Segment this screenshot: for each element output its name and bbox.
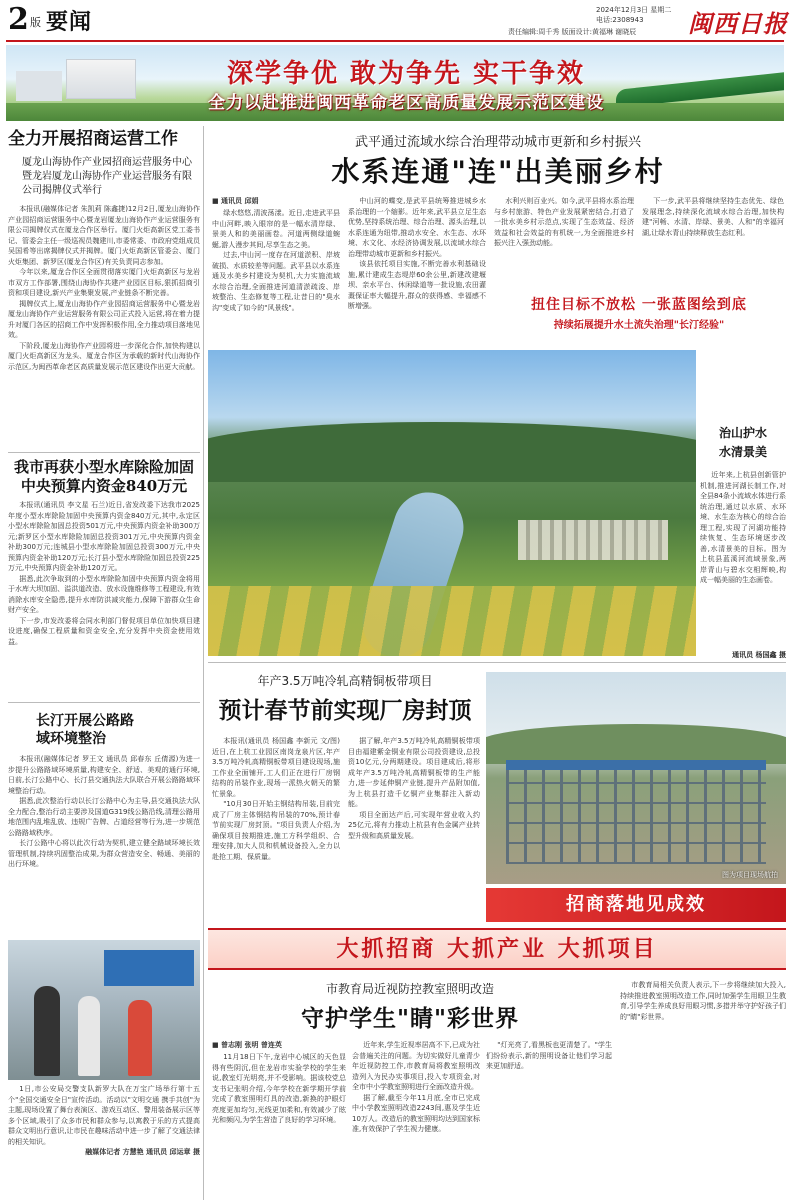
school-col-2: 近年来,学生近视率居高不下,已成为社会普遍关注的问题。为切实做好儿童青少年近视防控工作,市教育局将教室照明改造列入为民办实事项目,投入专项资金,对全市中小学教室照明进行全面改造升级。 据了解,截至今年11月底,全市已完成中小学教室照明改造2243间,惠及学生近10万人。改造后的教室照明均达到国家标准,有效保护了学生视力健康。 <box>352 1041 480 1133</box>
school-col-4: 市教育局相关负责人表示,下一步将继续加大投入,持续推进教室照明改造工作,同时加强学生用眼卫生教育,引导学生养成良好用眼习惯,多措并举守护好孩子们的"睛"彩世界。 <box>620 981 786 1021</box>
divider <box>8 452 200 453</box>
article-body: 本报讯(融媒体记者 罗王文 通讯员 邱春东 丘倩源)为进一步提升公路路域环境质量,构建安全、舒适、美观的通行环境,日前,长汀公路中心、长汀县交通执法大队联合开展公路路域环境整治行动。 据悉,此次整治行动以长汀公路中心为主导,县交通执法大队全力配合,整治行动主要涉及国道G319线公路沿线,清理公路用地范围内乱堆乱放、违规广告牌、占道经营等行为,进一步规范公路路域秩序。 长汀公路中心将以此次行动为契机,建立健全路域环境长效管理机制,持续巩固整治成果,为群众营造安全、畅通、美丽的出行环境。 <box>8 755 200 868</box>
top-banner <box>6 45 784 121</box>
photo-person-2 <box>78 996 100 1076</box>
photo-credit: 融媒体记者 方慧艳 通讯员 邱运章 摄 <box>85 1148 200 1156</box>
photo-fields <box>208 586 696 656</box>
feature-credit: 通讯员 杨国鑫 摄 <box>732 651 786 659</box>
water-col-1: 绿水悠悠,清波荡漾。近日,走进武平县中山河畔,映入眼帘的是一幅水清岸绿、景美人和的美丽画卷。河道两侧绿道蜿蜒,游人漫步其间,尽享生态之美。 过去,中山河一度存在河道淤积、岸坡破损、水质较差等问题。武平县以水系连通及水美乡村建设为契机,大力实施流域水综合治理,全面推进河道清淤疏浚、岸坡整治、生态修复等工程,让昔日的"臭水沟"变成了如今的"风景线"。 <box>212 209 340 312</box>
banner-line2: 全力以赴推进闽西革命老区高质量发展示范区建设 <box>208 93 604 113</box>
page-header <box>0 0 790 42</box>
feature-title-1: 治山护水 <box>718 426 767 440</box>
slogan-main: 扭住目标不放松 一张蓝图绘到底 <box>531 297 747 313</box>
masthead-logo: 闽西日报 <box>688 9 788 38</box>
article-body: 本报讯(融媒体记者 朱凯莉 陈鑫捷)12月2日,厦龙山海协作产业园招商运营服务中心暨龙岩厦龙山海协作产业运营服务有限公司揭牌仪式在厦龙合作区举行。厦门火炬高新区党工委书记、管委会主任一级巡视员魏建川,市委常委、市政府党组成员吴国希等出席揭牌仪式并揭牌。厦门火炬高新区管委会、厦门火炬集团、新罗区(厦龙合作区)有关负责同志参加。 今年以来,厦龙合作区全面贯彻落实厦门火炬高新区与龙岩市双方工作部署,围绕山海协作共建产业园区目标,狠抓招商引资和项目建设,新兴产业集聚发展,产业链条不断完善。 揭牌仪式上,厦龙山海协作产业园招商运营服务中心暨龙岩厦龙山海协作产业运营服务有限公司正式投入运营,将在着力提升对厦门各区的招商工作中发挥积极作用,全力推动项目落地见效。 下阶段,厦龙山海协作产业园将进一步深化合作,加快构建以厦门火炬高新区为龙头、厦龙合作区为承载的新时代山海协作示范区,为闽西革命老区高质量发展示范区建设作出更大贡献。 <box>8 205 200 371</box>
water-kicker: 武平通过流域水综合治理带动城市更新和乡村振兴 <box>354 135 641 150</box>
photo-hills <box>486 724 786 764</box>
project-title: 预计春节前实现厂房封顶 <box>218 697 472 724</box>
article-subtitle: 厦龙山海协作产业园招商运营服务中心暨龙岩厦龙山海协作产业运营服务有限公司揭牌仪式举行 <box>22 157 192 196</box>
feature-body: 近年来,上杭县创新管护机制,推进河湖长制工作,对全县84条小流域水体进行系统治理,通过以水质、水环境、水生态为核心的综合治理工程,实现了河湖功能持续恢复、生态环境逐步改善,水清景美的目标。图为上杭县蓝溪河流域景象,两岸青山与碧水交相辉映,构成一幅美丽的生态画卷。 <box>700 471 786 584</box>
photo-caption: 图为项目现场航拍 <box>722 871 778 879</box>
water-col-4: 下一步,武平县将继续坚持生态优先、绿色发展理念,持续深化流域水综合治理,加快构建"河畅、水清、岸绿、景美、人和"的幸福河湖,让绿水青山持续释放生态红利。 <box>642 197 784 237</box>
column-divider <box>203 126 204 1200</box>
photo-mountains <box>208 422 696 482</box>
water-byline: ■ 通讯员 邱娟 <box>212 197 259 205</box>
article-body: 本报讯(通讯员 李文星 石兰)近日,省发改委下达我市2025年度小型水库除险加固中央预算内资金840万元,其中,永定区小型水库除险加固总投资501万元,中央预算内资金补助300万元;新罗区小型水库除险加固总投资301万元,中央预算内资金补助300万元;连城县小型水库除险加固总投资300万元,中央预算内资金补助120万元;长汀县小型水库除险加固总投资225万元,中央预算内资金补助120万元。 据悉,此次争取到的小型水库除险加固中央预算内资金将用于水库大坝加固、溢洪道改造、放水设施维修等工程建设,有效消除水库安全隐患,提升水库防洪减灾能力,保障下游群众生命财产安全。 下一步,市发改委将会同水利部门督促项目单位加快项目建设进度,确保工程质量和资金安全,充分发挥中央资金使用效益。 <box>8 501 200 646</box>
header-rule <box>6 40 784 42</box>
traffic-photo <box>8 940 200 1080</box>
divider <box>8 702 200 703</box>
school-col-1: 11月18日下午,龙岩中心城区的天色显得有些阴沉,但在龙岩市实验学校的学生来说,教室灯光明亮,并不受影响。据该校党总支书记张明介绍,今年学校在新学期开学前完成了教室照明灯具的改造,新换的护眼灯亮度更加均匀,光线更加柔和,有效减少了眩光和频闪,为学生营造了良好的学习环境。 <box>212 1053 346 1124</box>
water-col-3: 水利兴则百业兴。如今,武平县将水系治理与乡村旅游、特色产业发展紧密结合,打造了一批水美乡村示范点,实现了生态效益、经济效益和社会效益的有机统一,为全面推进乡村振兴注入强劲动能。 <box>494 197 634 247</box>
photo-feature-box <box>700 350 786 659</box>
header-editors: 责任编辑:周千秀 版面设计:黄福琳 谢晓辰 <box>508 28 637 36</box>
banner-line1: 深学争优 敢为争先 实干争效 <box>226 59 586 89</box>
photo-roof <box>506 760 766 770</box>
photo-person-1 <box>34 986 60 1076</box>
article-title: 我市再获小型水库除险加固中央预算内资金840万元 <box>13 458 194 495</box>
school-kicker: 市教育局近视防控教室照明改造 <box>325 982 494 996</box>
article-title: 全力开展招商运营工作 <box>8 129 178 149</box>
photo-steel-frame <box>506 764 766 864</box>
project-kicker: 年产3.5万吨冷轧高精铜板带项目 <box>257 674 433 688</box>
header-date: 2024年12月3日 星期二 <box>596 6 672 14</box>
project-col-1: 本报讯(通讯员 杨国鑫 李新元 文/图)近日,在上杭工业园区南岗龙泉片区,年产3.5万吨冷轧高精铜板带项目建设现场,施工作业全面铺开,工人们正在进行厂房钢结构的吊装作业,现场一派热火朝天的繁忙景象。 "10月30日开始主钢结构吊装,目前完成了厂房主体钢结构吊装的70%,预计春节前实现厂房封顶。"项目负责人介绍,为确保项目按期推进,施工方科学组织、合理安排,加大人员和机械设备投入,全力以赴抢工期、保质量。 <box>212 737 340 861</box>
photo-person-3 <box>128 1000 152 1076</box>
banner-buildings <box>66 59 136 99</box>
slogan-sub: 持续拓展提升水土流失治理"长汀经验" <box>553 320 725 331</box>
banner-buildings-2 <box>16 71 62 101</box>
divider <box>208 662 786 663</box>
construction-photo <box>486 672 786 884</box>
campaign-banner <box>208 928 786 970</box>
article-title: 长汀开展公路路域环境整治 <box>36 713 134 747</box>
photo-village <box>518 520 668 560</box>
campaign-text: 大抓招商 大抓产业 大抓项目 <box>336 936 658 962</box>
page-number: 2 <box>8 2 29 37</box>
water-col-2: 中山河的蝶变,是武平县统筹推进城乡水系治理的一个缩影。近年来,武平县立足生态优势,坚持系统治理、综合治理、源头治理,以水系连通为纽带,推动水安全、水生态、水环境、水文化、水经济协调发展,以流域水综合治理带动城市更新和乡村振兴。 该县依托项目实施,不断完善水利基础设施,累计建成生态堤岸60余公里,新建改建堰坝、亲水平台、休闲绿道等一批设施,农田灌溉保证率大幅提升,群众的获得感、幸福感不断增强。 <box>348 197 486 310</box>
article-reservoir <box>8 458 200 700</box>
article-investment <box>8 128 200 450</box>
water-title: 水系连通"连"出美丽乡村 <box>331 155 665 188</box>
traffic-photo-caption: 1日,市公安局交警支队新罗大队在万宝广场举行第十五个"全国交通安全日"宣传活动。活动以"文明交通 携手共创"为主题,现场设置了舞台表演区、游戏互动区、警用装备展示区等多个区域,吸引了众多市民和群众参与,以寓教于乐的方式提高群众文明出行意识,让市民在趣味活动中进一步了解了交通法律的相关知识。 融媒体记者 方慧艳 通讯员 邱运章 摄 <box>8 1085 200 1156</box>
feature-title-2: 水清景美 <box>718 445 767 459</box>
project-slogan-box <box>486 888 786 922</box>
project-slogan: 招商落地见成效 <box>566 894 706 915</box>
header-phone: 电话:2308943 <box>596 16 644 24</box>
river-landscape-photo <box>208 350 696 656</box>
page-unit: 版 <box>30 16 41 29</box>
section-title: 要闻 <box>46 9 93 35</box>
school-byline: ■ 曾志刚 张明 曾连英 <box>212 1041 282 1049</box>
article-highway <box>8 712 200 926</box>
photo-banner-board <box>104 950 194 986</box>
school-col-3: "灯光亮了,看黑板也更清楚了。"学生们纷纷表示,新的照明设备让他们学习起来更加舒适。 <box>486 1041 612 1070</box>
school-title: 守护学生"睛"彩世界 <box>301 1005 519 1032</box>
project-col-2: 据了解,年产3.5万吨冷轧高精铜板带项目由福建紫金铜业有限公司投资建设,总投资10亿元,分两期建设。项目建成后,将形成年产3.5万吨冷轧高精铜板带的生产能力,进一步延伸铜产业链,提升产品附加值,为上杭县打造千亿铜产业集群注入新动能。 项目全面达产后,可实现年营业收入约25亿元,将有力推动上杭县有色金属产业转型升级和高质量发展。 <box>348 737 480 840</box>
